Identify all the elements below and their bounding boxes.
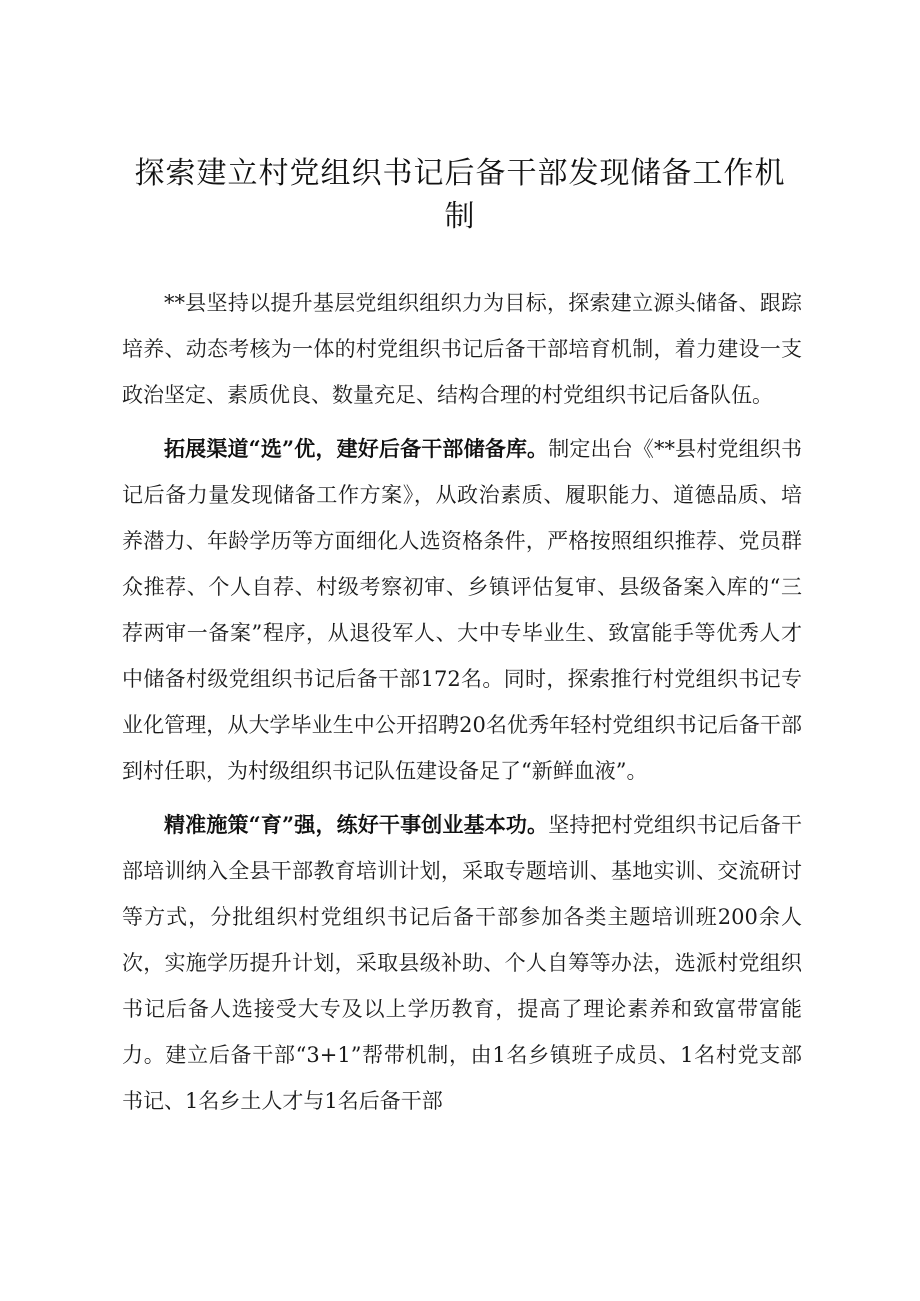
paragraph-intro xyxy=(122,280,802,418)
paragraph-text: **县坚持以提升基层党组织组织力为目标，探索建立源头储备、跟踪培养、动态考核为一体的村党组织书记后备干部培育机制，着力建设一支政治坚定、素质优良、数量充足、结构合理的村党组织书记后备队伍。 xyxy=(122,291,802,407)
paragraph-selection xyxy=(122,426,802,794)
paragraph-text: 制定出台《**县村党组织书记后备力量发现储备工作方案》，从政治素质、履职能力、道德品质、培养潜力、年龄学历等方面细化人选资格条件，严格按照组织推荐、党员群众推荐、个人自荐、村级考察初审、乡镇评估复审、县级备案入库的“三荐两审一备案”程序，从退役军人、大中专毕业生、致富能手等优秀人才中储备村级党组织书记后备干部172名。同时，探索推行村党组织书记专业化管理，从大学毕业生中公开招聘20名优秀年轻村党组织书记后备干部到村任职，为村级组织书记队伍建设备足了“新鲜血液”。 xyxy=(122,437,802,783)
document-title: 探索建立村党组织书记后备干部发现储备工作机制 xyxy=(134,156,786,234)
document-body xyxy=(122,280,802,1124)
paragraph-training xyxy=(122,802,802,1124)
paragraph-lead: 拓展渠道“选”优，建好后备干部储备库。 xyxy=(164,436,549,461)
paragraph-text: 坚持把村党组织书记后备干部培训纳入全县干部教育培训计划，采取专题培训、基地实训、交流研讨等方式，分批组织村党组织书记后备干部参加各类主题培训班200余人次，实施学历提升计划，采取县级补助、个人自筹等办法，选派村党组织书记后备人选接受大专及以上学历教育，提高了理论素养和致富带富能力。建立后备干部“3+1”帮带机制，由1名乡镇班子成员、1名村党支部书记、1名乡土人才与1名后备干部 xyxy=(122,813,802,1113)
paragraph-lead: 精准施策“育”强，练好干事创业基本功。 xyxy=(164,812,549,837)
